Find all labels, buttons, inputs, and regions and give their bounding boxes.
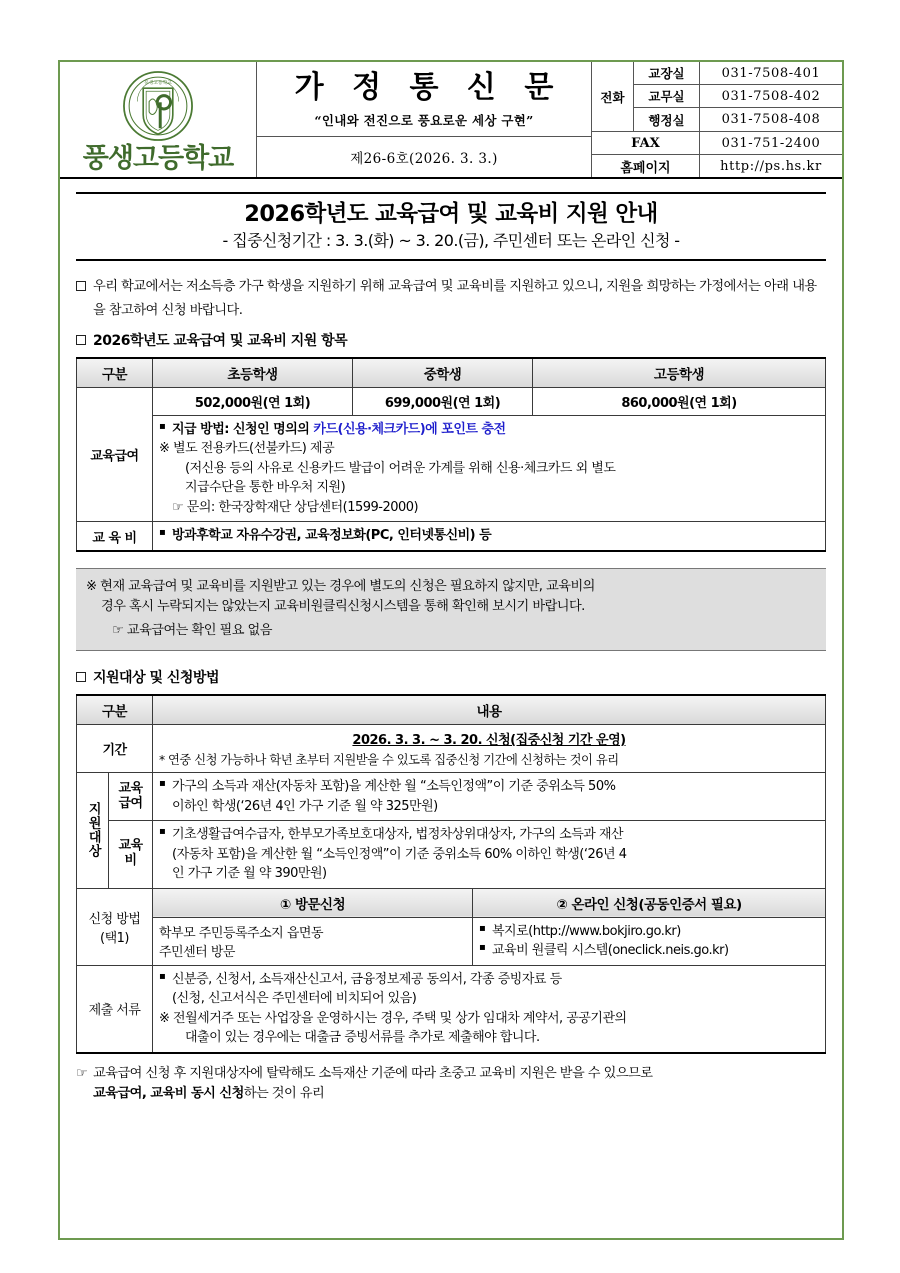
documents-line1: ▪ 신분증, 신청서, 소득재산신고서, 금융정보제공 동의서, 각종 증빙자료 등	[159, 970, 819, 990]
column-header: 구분	[77, 358, 153, 388]
table-row	[77, 695, 826, 725]
row-label-target-text: 지원대상	[85, 802, 101, 859]
document-body	[60, 179, 842, 1105]
amount-middle: 699,000원(연 1회)	[353, 387, 533, 415]
page-title-sub: - 집중신청기간 : 3. 3.(화) ~ 3. 20.(금), 주민센터 또는 온라인 신청 -	[222, 231, 680, 251]
amount-elementary: 502,000원(연 1회)	[153, 387, 353, 415]
masthead-center	[257, 62, 592, 177]
column-header: 구분	[77, 695, 153, 725]
pay-method-prefix: 지급 방법: 신청인 명의의	[172, 421, 314, 437]
inquiry-note: ☞ 문의: 한국장학재단 상담센터(1599-2000)	[172, 499, 419, 515]
table-row	[77, 358, 826, 388]
homepage-label: 홈페이지	[592, 155, 700, 177]
footer-line-2-rest: 하는 것이 유리	[243, 1086, 325, 1102]
school-name: 풍생고등학교	[82, 143, 234, 174]
section-2-heading	[76, 667, 826, 687]
apply-online-oneclick[interactable]: ▪ 교육비 원클릭 시스템(oneclick.neis.go.kr)	[479, 941, 819, 961]
footer-note	[76, 1064, 826, 1105]
documents-line2: (신청, 신고서식은 주민센터에 비치되어 있음)	[172, 991, 417, 1007]
page-title-main: 2026학년도 교육급여 및 교육비 지원 안내	[244, 201, 658, 227]
period-cell	[153, 725, 826, 773]
amount-high: 860,000원(연 1회)	[533, 387, 826, 415]
target-cost-line2: (자동차 포함)을 계산한 월 “소득인정액”이 기준 중위소득 60% 이하인 학생(‘26년 4	[172, 846, 627, 862]
pointing-hand-icon: ☞	[76, 1065, 88, 1081]
apply-col1-header: ① 방문신청	[153, 888, 473, 917]
documents-cell	[153, 965, 826, 1053]
contact-label: 교무실	[634, 85, 700, 107]
row-label-edu-cost: 교 육 비	[77, 522, 153, 551]
pay-method-highlight: 카드(신용·체크카드)에 포인트 충전	[313, 421, 506, 437]
apply-online-cell	[473, 917, 826, 965]
masthead	[60, 62, 842, 179]
row-label-edu-benefit: 교육급여	[77, 387, 153, 522]
notice-line-2: 경우 혹시 누락되지는 않았는지 교육비원클릭신청시스템을 통해 확인해 보시기 바랍니다.	[101, 599, 585, 615]
edu-benefit-detail-cell	[153, 415, 826, 522]
section-1-heading-text: 2026학년도 교육급여 및 교육비 지원 항목	[93, 332, 348, 349]
column-header: 고등학생	[533, 358, 826, 388]
documents-line4: 대출이 있는 경우에는 대출금 증빙서류를 추가로 제출해야 합니다.	[185, 1030, 540, 1046]
eligibility-table	[76, 694, 826, 1054]
apply-label-line2: (택1)	[100, 930, 129, 946]
contact-value: 031-7508-401	[721, 65, 821, 81]
row-label-target-benefit: 교육 급여	[109, 773, 153, 821]
contact-value: 031-7508-408	[721, 112, 821, 127]
contact-value: 031-7508-402	[721, 88, 821, 104]
target-cost-cell	[153, 821, 826, 889]
apply-visit-line2: 주민센터 방문	[159, 945, 235, 961]
apply-online-bokjiro[interactable]: ▪ 복지로(http://www.bokjiro.go.kr)	[479, 922, 819, 942]
apply-visit-line1: 학부모 주민등록주소지 읍면동	[159, 926, 324, 942]
svg-text:풍생고등학교: 풍생고등학교	[144, 80, 172, 86]
school-emblem-icon	[121, 69, 195, 143]
pay-method-line	[159, 420, 819, 440]
school-identity	[60, 62, 257, 177]
intro-paragraph	[76, 275, 826, 324]
column-header: 중학생	[353, 358, 533, 388]
target-benefit-line2: 이하인 학생(‘26년 4인 가구 기준 월 약 325만원)	[172, 798, 438, 814]
apply-label-line1: 신청 방법	[88, 911, 141, 927]
contact-label: 교장실	[634, 62, 700, 84]
notice-line-3: ☞ 교육급여는 확인 필요 없음	[112, 622, 272, 638]
target-cost-line3: 인 가구 기준 월 약 390만원)	[172, 866, 327, 882]
column-header: 초등학생	[153, 358, 353, 388]
target-benefit-cell	[153, 773, 826, 821]
prepaid-card-note: ※ 별도 전용카드(선불카드) 제공	[159, 441, 335, 457]
school-slogan: “인내와 전진으로 풍요로운 세상 구현”	[314, 113, 534, 128]
table-row	[77, 415, 826, 522]
row-label-target	[77, 773, 109, 889]
contact-table	[592, 62, 842, 177]
edu-cost-detail-cell	[153, 522, 826, 551]
apply-col2-header: ② 온라인 신청(공동인증서 필요)	[473, 888, 826, 917]
period-main: 2026. 3. 3. ~ 3. 20. 신청(집중신청 기간 운영)	[352, 733, 626, 749]
section-2-heading-text: 지원대상 및 신청방법	[93, 670, 219, 687]
contact-row	[634, 108, 842, 131]
page-title	[76, 192, 826, 261]
contact-label: 행정실	[634, 108, 700, 131]
notice-box	[76, 568, 826, 651]
target-cost-line1: ▪ 기초생활급여수급자, 한부모가족보호대상자, 법정차상위대상자, 가구의 소득과 재산	[159, 825, 819, 845]
table-row	[77, 725, 826, 773]
fax-label: FAX	[592, 132, 700, 154]
homepage-url[interactable]: http://ps.hs.kr	[720, 158, 822, 174]
target-benefit-line1: ▪ 가구의 소득과 재산(자동차 포함)을 계산한 월 “소득인정액”이 기준 중위소득 50%	[159, 777, 819, 797]
row-label-period: 기간	[77, 725, 153, 773]
notice-line-1: ※ 현재 교육급여 및 교육비를 지원받고 있는 경우에 별도의 신청은 필요하지 않지만, 교육비의	[86, 578, 595, 594]
intro-text: 우리 학교에서는 저소득층 가구 학생을 지원하기 위해 교육급여 및 교육비를 지원하고 있으니, 지원을 희망하는 가정에서는 아래 내용을 참고하여 신청 바랍니다.	[93, 278, 817, 319]
footer-line-1: 교육급여 신청 후 지원대상자에 탈락해도 소득재산 기준에 따라 초중고 교육비 지원은 받을 수 있으므로	[93, 1065, 653, 1081]
checkbox-bullet-icon	[76, 672, 86, 682]
issue-number: 제26-6호(2026. 3. 3.)	[350, 151, 498, 167]
footer-note-text	[93, 1064, 652, 1105]
column-header: 내용	[153, 695, 826, 725]
fax-value: 031-751-2400	[721, 135, 821, 151]
contact-row	[634, 62, 842, 85]
checkbox-bullet-icon	[76, 281, 86, 291]
row-label-documents: 제출 서류	[77, 965, 153, 1053]
table-row	[77, 917, 826, 965]
period-sub: * 연중 신청 가능하나 학년 초부터 지원받을 수 있도록 집중신청 기간에 신청하는 것이 유리	[159, 753, 619, 768]
newsletter-title: 가 정 통 신 문	[294, 70, 563, 105]
support-items-table	[76, 357, 826, 552]
telephone-label: 전화	[592, 62, 634, 131]
section-1-heading	[76, 330, 826, 350]
table-row	[77, 965, 826, 1053]
prepaid-card-note-sub2: 지급수단을 통한 바우처 지원)	[185, 480, 346, 496]
fax-row	[592, 132, 842, 155]
footer-line-2-bold: 교육급여, 교육비 동시 신청	[93, 1086, 244, 1102]
row-label-target-cost: 교육 비	[109, 821, 153, 889]
checkbox-bullet-icon	[76, 335, 86, 345]
row-label-apply-method	[77, 888, 153, 965]
table-row	[77, 888, 826, 917]
documents-line3: ※ 전월세거주 또는 사업장을 운영하시는 경우, 주택 및 상가 임대차 계약서, 공공기관의	[159, 1010, 627, 1026]
homepage-row	[592, 155, 842, 177]
edu-cost-text: ▪ 방과후학교 자유수강권, 교육정보화(PC, 인터넷통신비) 등	[159, 526, 819, 546]
document-page	[58, 60, 844, 1240]
table-row	[77, 387, 826, 415]
table-row	[77, 773, 826, 821]
telephone-group	[592, 62, 842, 132]
table-row	[77, 522, 826, 551]
table-row	[77, 821, 826, 889]
prepaid-card-note-sub1: (저신용 등의 사유로 신용카드 발급이 어려운 가계를 위해 신용·체크카드 외 별도	[185, 460, 616, 476]
apply-visit-cell	[153, 917, 473, 965]
contact-row	[634, 85, 842, 108]
